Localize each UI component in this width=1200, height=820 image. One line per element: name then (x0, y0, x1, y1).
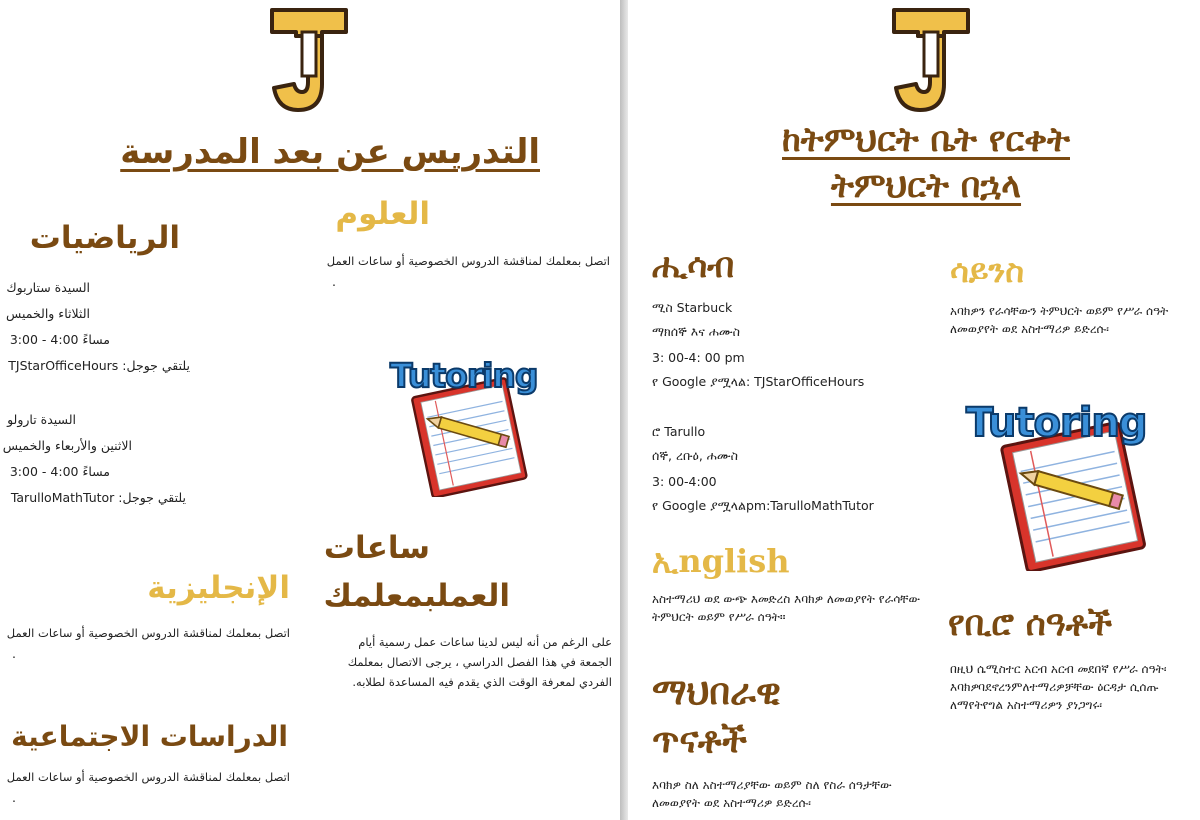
math-teacher2-days: الاثنين والأربعاء والخميس (2, 438, 132, 453)
tutoring-illustration (390, 346, 550, 496)
office-hours-text: በዚህ ሴሚስተር አርብ አርብ መደበኛ የሥራ ሰዓት፡እባክዎባደኖረንምለተማሪዎቻቸው ዕርዳታ ሲሰጡ ለማየትየግል አስተማሪዎን ያነጋግሩ፡ (950, 662, 1167, 712)
english-heading: الإنجليزية (147, 570, 290, 606)
math-teacher1-name: السيدة ستاربوك (6, 280, 90, 295)
social-studies-text: እባክዎ ስለ አስተማሪያቸው ወይም ስለ የስራ ሰዓታቸው ለመወያየት ወደ አስተማሪዎ ይድረሱ፡ (652, 778, 892, 810)
tutoring-label: Tutoring (390, 356, 538, 395)
office-hours-heading: የቢሮ ሰዓቶች (948, 604, 1113, 644)
english-text: አስተማሪህ ወደ ውጭ እመድረስ እባክዎ ለመወያየት የራሳቸው ትምህርት ወይም የሥራ ሰዓት። (652, 592, 921, 624)
social-studies-text: اتصل بمعلمك لمناقشة الدروس الخصوصية أو ساعات العمل (6, 770, 290, 784)
amharic-page (628, 0, 1200, 820)
office-hours-heading-line1: ساعات (323, 530, 430, 566)
science-text: አባክዎን የራሳቸውን ትምህርት ወይም የሥራ ሰዓት ለመወያየት ወደ አስተማሪዎ ይድረሱ፡ (950, 304, 1169, 336)
social-studies-heading: الدراسات الاجتماعية (11, 720, 288, 753)
tj-logo-icon (268, 6, 350, 116)
math-heading: ሒሳብ (652, 246, 735, 286)
social-studies-heading-line1: ማህበራዊ (652, 672, 781, 713)
english-heading: ኢnglish (652, 542, 790, 580)
math-teacher2-time: مساءً 4:00 - 3:00 (9, 464, 110, 479)
math-teacher1-time: 3: 00-4: 00 pm (652, 350, 745, 365)
page-title-line1: ከትምህርት ቤት የርቀት (782, 120, 1070, 160)
page-divider (620, 0, 628, 820)
office-hours-heading-line2: العملبمعلمك (323, 578, 510, 614)
math-teacher2-days: ሰኞ, ረቡዕ, ሐሙስ (652, 448, 738, 463)
math-heading: الرياضيات (29, 220, 180, 256)
social-studies-heading-line2: ጥናቶች (652, 720, 747, 761)
math-teacher1-meet: የ Google ያሟላል: TJStarOfficeHours (652, 374, 865, 389)
math-teacher1-name: ሚስ Starbuck (652, 300, 733, 315)
english-text: اتصل بمعلمك لمناقشة الدروس الخصوصية أو ساعات العمل (6, 626, 290, 640)
social-studies-dot: . (12, 790, 16, 805)
math-teacher2-name: السيدة تارولو (7, 412, 76, 427)
math-teacher2-time: 3: 00-4:00 (652, 474, 717, 489)
science-heading: العلوم (335, 196, 430, 232)
tutoring-label: Tutoring (966, 400, 1147, 446)
tj-logo-icon (890, 6, 972, 116)
office-hours-text: على الرغم من أنه ليس لدينا ساعات عمل رسمية أيام الجمعة في هذا الفصل الدراسي ، يرجى الاتصال بمعلمك الفردي لمعرفة الوقت الذي يقدم فيه المساعدة لطلابه. (347, 635, 612, 689)
science-text: اتصل بمعلمك لمناقشة الدروس الخصوصية أو ساعات العمل (326, 254, 610, 268)
math-teacher1-days: ማክሰኞ እና ሐሙስ (652, 324, 741, 339)
science-dot: . (332, 274, 336, 289)
math-teacher1-meet: يلتقي جوجل: TJStarOfficeHours (8, 358, 190, 373)
science-heading: ሳይንስ (950, 252, 1025, 290)
math-teacher1-days: الثلاثاء والخميس (6, 306, 90, 321)
page-title: التدريس عن بعد المدرسة (120, 132, 540, 172)
math-teacher1-time: مساءً 4:00 - 3:00 (9, 332, 110, 347)
math-teacher2-meet: የ Google ያሟላልpm:TarulloMathTutor (652, 498, 874, 513)
english-dot: . (12, 646, 16, 661)
page-title-line2: ትምህርት በኋላ (830, 166, 1022, 206)
tutoring-illustration (966, 396, 1182, 576)
math-teacher2-meet: يلتقي جوجل: TarulloMathTutor (10, 490, 186, 505)
math-teacher2-name: ሮ Tarullo (652, 424, 706, 439)
